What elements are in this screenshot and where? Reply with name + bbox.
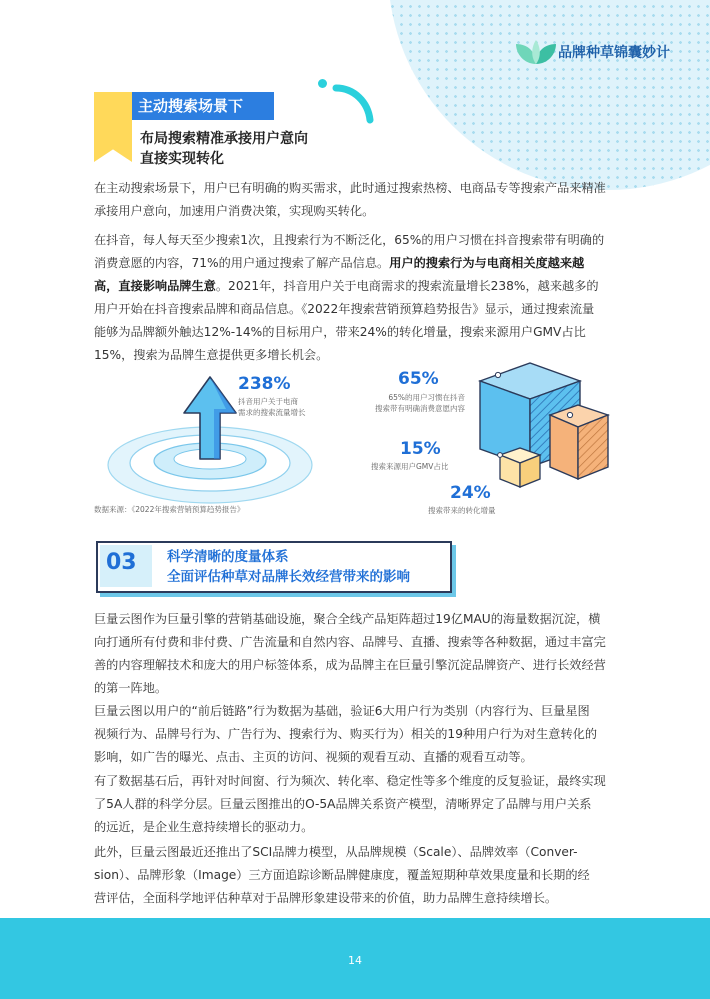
paragraph-line: 15%，搜索为品牌生意提供更多增长机会。 (94, 348, 329, 362)
paragraph-highlight: 高，直接影响品牌生意 (94, 279, 216, 293)
paragraph-highlight: 用户的搜索行为与电商相关度越来越 (389, 256, 585, 270)
paragraph-text: 。2021年，抖音用户关于电商需求的搜索流量增长238%，越来越多的 (215, 279, 599, 293)
paragraph-line (94, 252, 614, 275)
intro-line: 在主动搜索场景下，用户已有明确的购买需求，此时通过搜索热榜、电商品专等搜索产品来精准 (94, 181, 606, 195)
paragraph-line: 的远近，是企业生意持续增长的驱动力。 (94, 820, 314, 834)
bookmark-ribbon (94, 92, 132, 162)
paragraph-line: 能够为品牌额外触达12%-14%的目标用户，带来24%的转化增量，搜索来源用户GMV占比 (94, 325, 586, 339)
paragraph-line: 有了数据基石后，再针对时间窗、行为频次、转化率、稳定性等多个维度的反复验证，最终实现 (94, 774, 606, 788)
leaf-icon (514, 38, 558, 66)
douyin-paragraph (94, 229, 614, 367)
paragraph-line: sion）、品牌形象（Image）三方面追踪诊断品牌健康度，覆盖短期种草效果度量和长期的经 (94, 868, 590, 882)
up-arrow-icon (100, 365, 330, 515)
intro-paragraph (94, 177, 614, 223)
paragraph-line: 此外，巨量云图最近还推出了SCI品牌力模型，从品牌规模（Scale）、品牌效率（Conver- (94, 845, 578, 859)
body-paragraph (94, 700, 614, 769)
page-number: 14 (348, 954, 362, 967)
section-subtitle-line2: 直接实现转化 (140, 151, 224, 167)
cubes-icon (470, 355, 630, 525)
paragraph-line (94, 275, 614, 298)
paragraph-line: 巨量云图作为巨量引擎的营销基础设施，聚合全线产品矩阵超过19亿MAU的海量数据沉淀，横 (94, 612, 601, 626)
stat-15-value: 15% (400, 439, 441, 459)
paragraph-line: 在抖音，每人每天至少搜索1次，且搜索行为不断泛化，65%的用户习惯在抖音搜索带有明确的 (94, 233, 605, 247)
body-paragraph (94, 841, 614, 910)
paragraph-line: 善的内容理解技术和庞大的用户标签体系，成为品牌主在巨量引擎沉淀品牌资产、进行长效经营 (94, 658, 606, 672)
paragraph-line: 了5A人群的科学分层。巨量云图推出的O-5A品牌关系资产模型，清晰界定了品牌与用户关系 (94, 797, 592, 811)
paragraph-line: 巨量云图以用户的“前后链路”行为数据为基础，验证6大用户行为类别（内容行为、巨量星图 (94, 704, 590, 718)
section-03-title-line1: 科学清晰的度量体系 (167, 549, 289, 565)
stat-238-value: 238% (238, 374, 291, 394)
paragraph-line: 用户开始在抖音搜索品牌和商品信息。《2022年搜索营销预算趋势报告》显示，通过搜索流量 (94, 302, 595, 316)
paragraph-line: 向打通所有付费和非付费、广告流量和自然内容、品牌号、直播、搜索等各种数据，通过丰富完 (94, 635, 606, 649)
brand-header (514, 38, 704, 68)
body-paragraph (94, 608, 614, 700)
stat-238-caption (238, 396, 306, 418)
caption-line: 抖音用户关于电商 (238, 397, 298, 406)
decor-dot (318, 79, 327, 88)
caption-line: 搜索带有明确消费意愿内容 (375, 404, 465, 413)
search-stats-infographic (90, 355, 630, 525)
caption-line: 65%的用户习惯在抖音 (388, 393, 465, 402)
stat-15-caption: 搜索来源用户GMV占比 (371, 462, 449, 471)
stat-65-value: 65% (398, 369, 439, 389)
paragraph-line: 营评估，全面科学地评估种草对于品牌形象建设带来的价值，助力品牌生意持续增长。 (94, 891, 558, 905)
section-number: 03 (106, 550, 137, 575)
caption-line: 需求的搜索流量增长 (238, 408, 306, 417)
intro-line: 承接用户意向，加速用户消费决策，实现购买转化。 (94, 204, 375, 218)
section-03-title-line2: 全面评估种草对品牌长效经营带来的影响 (167, 569, 410, 585)
section-subtitle-line1: 布局搜索精准承接用户意向 (140, 131, 308, 147)
brand-title: 品牌种草锦囊妙计 (558, 45, 670, 61)
paragraph-text: 消费意愿的内容，71%的用户通过搜索了解产品信息。 (94, 256, 390, 270)
stat-24-value: 24% (450, 483, 491, 503)
corner-decoration (388, 0, 710, 190)
paragraph-line: 影响，如广告的曝光、点击、主页的访问、视频的观看互动、直播的观看互动等。 (94, 750, 533, 764)
body-paragraph (94, 770, 614, 839)
section-title: 主动搜索场景下 (138, 97, 244, 115)
stat-65-caption (365, 392, 465, 414)
paragraph-line: 的第一阵地。 (94, 681, 168, 695)
paragraph-line: 视频行为、品牌号行为、广告行为、搜索行为、购买行为）相关的19种用户行为对生意转化的 (94, 727, 598, 741)
arc-icon (330, 80, 378, 128)
data-source-note: 数据来源：《2022年搜索营销预算趋势报告》 (94, 505, 245, 514)
stat-24-caption: 搜索带来的转化增量 (428, 506, 496, 515)
